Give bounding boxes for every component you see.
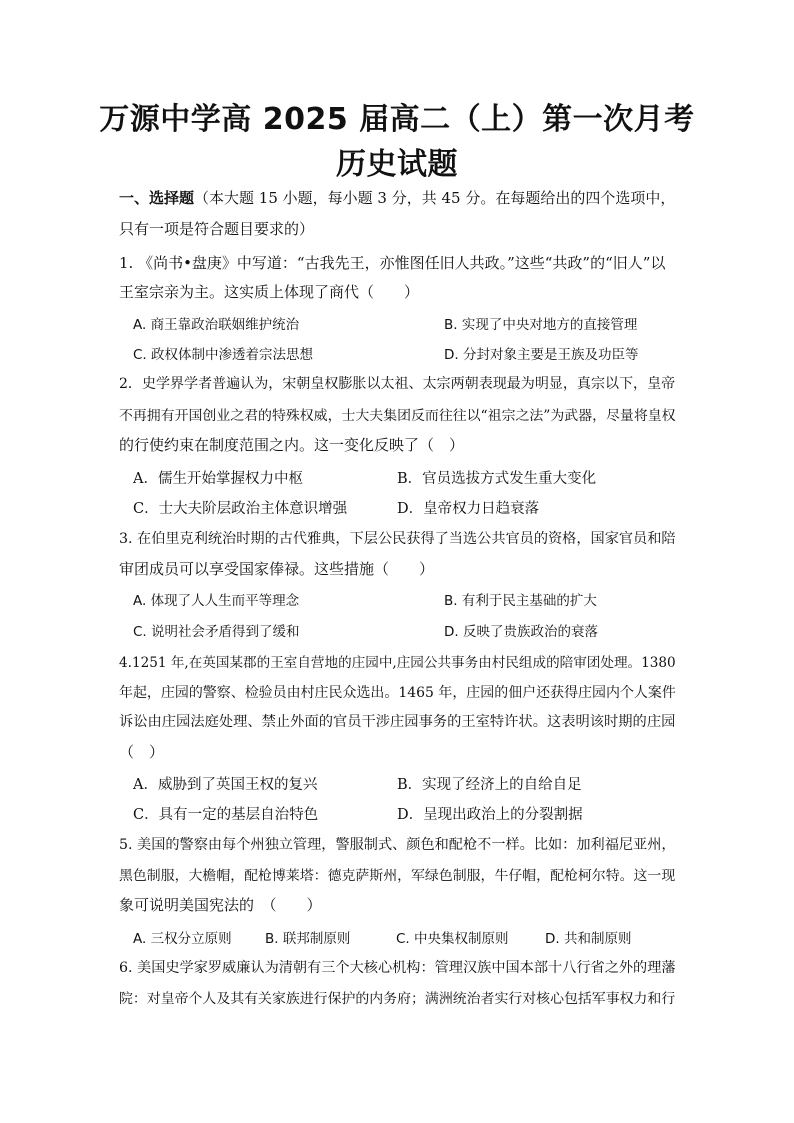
question-3-text: 审团成员可以享受国家俸禄。这些措施（ ）	[119, 560, 435, 578]
question-3-option-d: D. 反映了贵族政治的衰落	[444, 624, 598, 640]
section-instruction: （本大题 15 小题，每小题 3 分，共 45 分。在每题给出的四个选项中，	[194, 189, 676, 207]
question-5-option-a: A. 三权分立原则	[133, 931, 232, 947]
question-1-option-c: C. 政权体制中渗透着宗法思想	[133, 347, 314, 363]
question-3-option-b: B. 有利于民主基础的扩大	[444, 593, 597, 609]
question-4-text: 诉讼由庄园法庭处理、禁止外面的官员干涉庄园事务的王室特许状。这表明该时期的庄园	[119, 714, 676, 730]
question-4-text: 年起，庄园的警察、检验员由村庄民众选出。1465 年，庄园的佃户还获得庄园内个人案件	[119, 685, 676, 701]
question-5-text: 象可说明美国宪法的 （ ）	[119, 896, 322, 914]
question-6-text: 6. 美国史学家罗威廉认为清朝有三个大核心机构：管理汉族中国本部十八行省之外的理藩	[119, 960, 676, 976]
exam-subtitle: 历史试题	[336, 147, 458, 182]
question-3-text: 3. 在伯里克利统治时期的古代雅典，下层公民获得了当选公共官员的资格，国家官员和陪	[119, 531, 676, 547]
question-1-option-a: A. 商王靠政治联姻维护统治	[133, 317, 300, 333]
question-5-text: 5. 美国的警察由每个州独立管理，警服制式、颜色和配枪不一样。比如：加利福尼亚州，	[119, 837, 676, 853]
question-5-option-b: B. 联邦制原则	[265, 931, 351, 947]
question-4-option-a: A．威胁到了英国王权的复兴	[133, 777, 318, 793]
question-2-text: 2．史学界学者普遍认为，宋朝皇权膨胀以太祖、太宗两朝表现最为明显，真宗以下，皇帝	[119, 376, 676, 392]
question-5-option-d: D. 共和制原则	[545, 931, 632, 947]
question-2-option-b: B．官员选拔方式发生重大变化	[397, 471, 597, 487]
question-2-text: 的行使约束在制度范围之内。这一变化反映了（ ）	[119, 436, 465, 454]
section-instruction-cont: 只有一项是符合题目要求的）	[119, 220, 315, 238]
question-4-option-b: B．实现了经济上的自给自足	[397, 777, 582, 793]
question-3-option-c: C. 说明社会矛盾得到了缓和	[133, 624, 300, 640]
question-2-text: 不再拥有开国创业之君的特殊权威，士大夫集团反而往往以“祖宗之法”为武器，尽量将皇权	[119, 408, 676, 424]
question-5-text: 黑色制服，大檐帽，配枪博莱塔：德克萨斯州，军绿色制服，牛仔帽，配枪柯尔特。这一现	[119, 868, 676, 884]
exam-title: 万源中学高 2025 届高二（上）第一次月考	[99, 102, 695, 137]
question-1-text: 王室宗亲为主。这实质上体现了商代（ ）	[119, 283, 420, 301]
question-4-text: 4.1251 年,在英国某郡的王室自营地的庄园中,庄园公共事务由村民组成的陪审团处理。1380	[119, 655, 676, 671]
section-heading: 一、选择题	[119, 189, 195, 207]
question-1-text: 1. 《尚书•盘庚》中写道：“古我先王，亦惟图任旧人共政。”这些“共政”的“旧人”以	[119, 254, 666, 272]
question-5-option-c: C. 中央集权制原则	[396, 931, 509, 947]
question-4-option-c: C．具有一定的基层自治特色	[133, 807, 319, 823]
question-1-option-d: D. 分封对象主要是王族及功臣等	[444, 347, 639, 363]
section-header	[119, 187, 675, 208]
question-2-option-c: C．士大夫阶层政治主体意识增强	[133, 501, 348, 517]
question-6-text: 院：对皇帝个人及其有关家族进行保护的内务府；满洲统治者实行对核心包括军事权力和行	[119, 991, 676, 1007]
question-2-option-a: A．儒生开始掌握权力中枢	[133, 471, 303, 487]
question-4-option-d: D．呈现出政治上的分裂割据	[397, 807, 583, 823]
question-1-option-b: B. 实现了中央对地方的直接管理	[444, 317, 638, 333]
question-3-option-a: A. 体现了人人生而平等理念	[133, 593, 300, 609]
question-2-option-d: D．皇帝权力日趋衰落	[397, 501, 540, 517]
question-4-text: （ ）	[119, 743, 165, 761]
